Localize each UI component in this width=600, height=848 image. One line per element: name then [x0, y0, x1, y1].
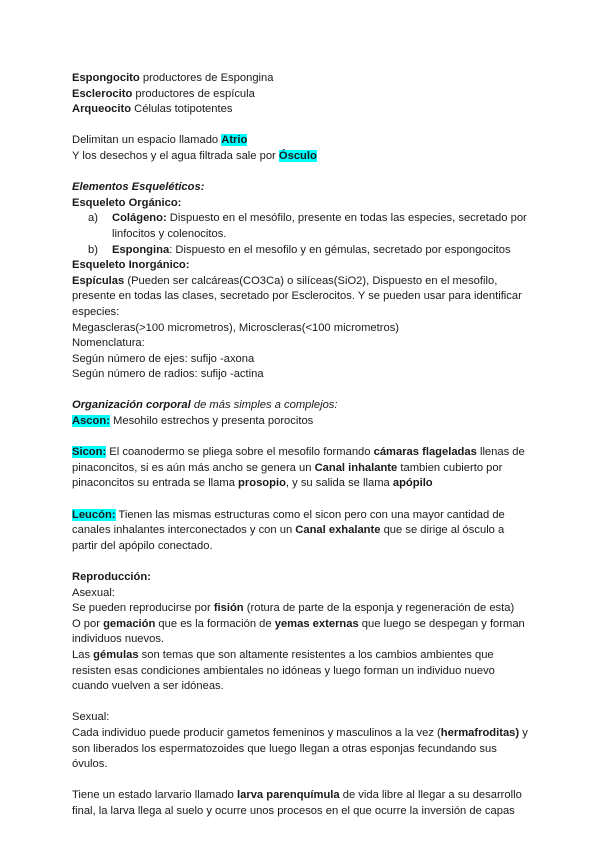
document-page — [72, 71, 532, 820]
sexual-label: Sexual: — [72, 711, 110, 724]
desc-espongina: : Dispuesto en el mesofilo y en gémulas, secretado por espongocitos — [169, 243, 511, 256]
term-espiculas: Espículas — [72, 274, 125, 287]
atrio-text: Delimitan un espacio llamado — [72, 134, 222, 147]
herma-text: y son liberados los espermatozoides que luego llegan a otras esponjas fecundando sus óvulos. — [72, 726, 528, 771]
ascon-line — [72, 414, 532, 430]
term-espongocito: Espongocito — [72, 72, 140, 84]
fision-bold: fisión — [213, 602, 244, 615]
fision-paragraph — [72, 601, 532, 617]
term-esclerocito: Esclerocito — [72, 87, 133, 100]
cell-line-arqueocito — [72, 102, 532, 118]
term-arqueocito: Arqueocito — [72, 103, 132, 116]
herma-text: Cada individuo puede producir gametos femeninos y masculinos a la vez ( — [72, 726, 441, 739]
osculo-highlight: Ósculo — [278, 149, 317, 162]
inorganico-title: Esqueleto Inorgánico: — [72, 259, 190, 272]
ejes-line: Según número de ejes: sufijo -axona — [72, 352, 255, 365]
list-marker: a) — [88, 212, 98, 225]
gemulas-paragraph — [72, 648, 532, 695]
cell-line-espongocito — [72, 71, 532, 87]
herma-bold: hermafroditas) — [440, 726, 520, 739]
desc-espongocito: productores de Espongina — [139, 72, 274, 84]
larva-text: Tiene un estado larvario llamado — [72, 789, 238, 802]
organizacion-heading-rest: de más simples a complejos: — [190, 399, 338, 412]
list-item-espongina — [72, 243, 532, 259]
gemacion-text: O por — [72, 617, 104, 630]
nomenclatura-line: Nomenclatura: — [72, 337, 145, 350]
larva-paragraph — [72, 788, 532, 819]
gemacion-paragraph — [72, 617, 532, 648]
sicon-text: tambien cubierto por pinaconcitos su entrada se llama — [72, 461, 503, 490]
sicon-text: El coanodermo se pliega sobre el mesofilo formando — [106, 446, 374, 459]
radios-line: Según número de radios: sufijo -actina — [72, 368, 264, 381]
leucon-label: Leucón: — [72, 508, 116, 521]
sicon-bold: cámaras flageladas — [373, 446, 477, 459]
leucon-paragraph — [72, 508, 532, 555]
ascon-label: Ascon: — [72, 415, 110, 428]
organizacion-heading — [72, 398, 532, 414]
sicon-bold: prosopio — [238, 477, 286, 490]
larva-text: de vida libre al llegar a su desarrollo final, la larva llega al suelo y ocurre unos procesos en el que ocurre la inversión de capas — [72, 789, 522, 817]
larva-bold: larva parenquímula — [237, 789, 340, 802]
organizacion-heading-bold: Organización corporal — [72, 399, 191, 412]
asexual-label: Asexual: — [72, 586, 115, 599]
gemulas-text: Las — [72, 648, 94, 661]
gemacion-bold: gemación — [103, 617, 156, 630]
gemacion-text: que es la formación de — [155, 617, 275, 630]
osculo-line — [72, 149, 532, 165]
reproduccion-heading: Reproducción: — [72, 571, 151, 583]
esqueleticos-heading: Elementos Esqueléticos: — [72, 181, 205, 194]
fision-text: (rotura de parte de la esponja y regeneración de esta) — [243, 602, 515, 615]
list-marker: b) — [88, 243, 98, 256]
atrio-highlight: Atrio — [221, 134, 248, 147]
gemulas-text: son temas que son altamente resistentes a los cambios ambientes que resisten esas condiciones ambientales no idóneas y luego forman un individuo nuevo cuando vuelven a ser idóneas. — [72, 648, 495, 693]
atrio-line — [72, 133, 532, 149]
gemacion-bold: yemas externas — [274, 617, 359, 630]
sicon-bold: apópilo — [392, 477, 433, 490]
term-colageno: Colágeno: — [112, 212, 167, 225]
term-espongina: Espongina — [112, 243, 170, 256]
leucon-text: que se dirige al ósculo a partir del apópilo conectado. — [72, 524, 505, 552]
desc-espiculas: (Pueden ser calcáreas(CO3Ca) o silíceas(SiO2), Dispuesto en el mesofilo, presente en todas las clases, secretado por Esclerocitos. Y se pueden usar para identificar especies: — [72, 274, 522, 318]
sicon-text: llenas de pinaconcitos, si es aún más ancho se genera un — [72, 446, 525, 474]
sicon-text: , y su salida se llama — [285, 477, 393, 490]
sicon-paragraph — [72, 445, 532, 492]
osculo-text: Y los desechos y el agua filtrada sale por — [72, 149, 279, 162]
sicon-bold: Canal inhalante — [314, 461, 398, 474]
espiculas-paragraph — [72, 274, 532, 321]
ascon-text: Mesohilo estrechos y presenta porocitos — [109, 415, 314, 428]
fision-text: Se pueden reproducirse por — [72, 602, 214, 615]
organico-title: Esqueleto Orgánico: — [72, 196, 182, 209]
sizes-line: Megascleras(>100 micrometros), Microscleras(<100 micrometros) — [72, 321, 400, 334]
gemacion-text: que luego se despegan y forman individuos nuevos. — [72, 617, 525, 646]
sicon-label: Sicon: — [72, 446, 107, 459]
desc-arqueocito: Células totipotentes — [131, 103, 233, 116]
desc-colageno: Dispuesto en el mesófilo, presente en todas las especies, secretado por linfocitos y colenocitos. — [112, 212, 527, 240]
gemulas-bold: gémulas — [93, 648, 139, 661]
leucon-bold: Canal exhalante — [295, 524, 381, 537]
list-item-colageno — [72, 211, 532, 242]
desc-esclerocito: productores de espícula — [132, 87, 255, 100]
leucon-text: Tienen las mismas estructuras como el sicon pero con una mayor cantidad de canales inhalantes interconectados y con un — [72, 508, 505, 537]
herma-paragraph — [72, 726, 532, 773]
cell-line-esclerocito — [72, 87, 532, 103]
